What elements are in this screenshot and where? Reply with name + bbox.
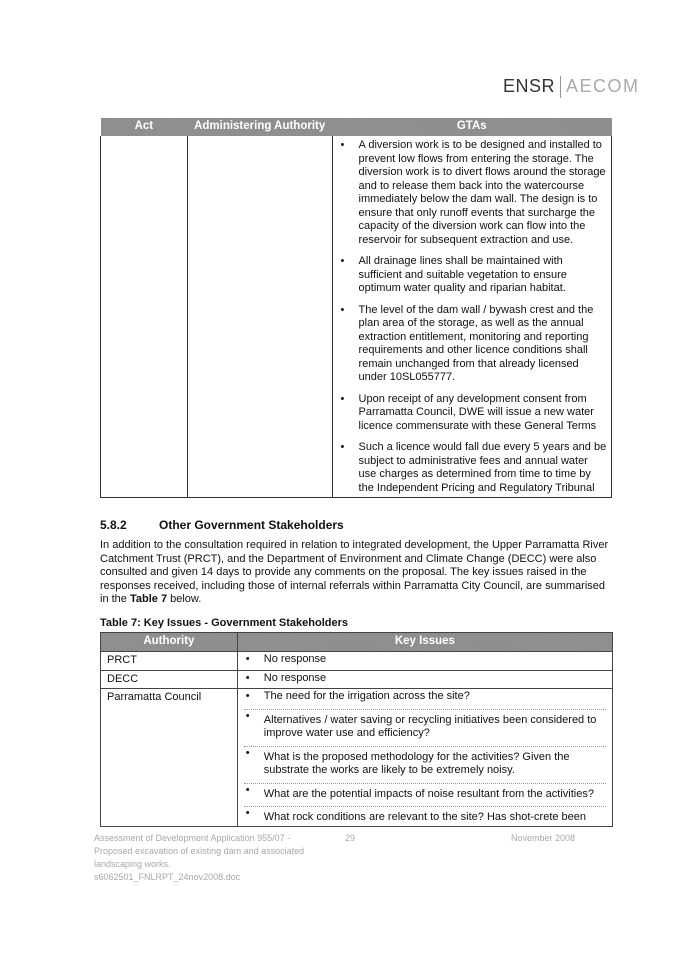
- page-number: 29: [345, 833, 356, 843]
- issue-item: • No response: [244, 653, 606, 667]
- footer-document-info: [94, 832, 309, 884]
- issue-item: • No response: [244, 672, 606, 686]
- authority-cell: Parramatta Council: [101, 689, 238, 827]
- table-caption: Table 7: Key Issues - Government Stakeholders: [100, 617, 348, 629]
- issue-item: • What are the potential impacts of noise resultant from the activities?: [244, 783, 606, 802]
- issues-cell: [237, 670, 612, 689]
- footer-date: November 2008: [511, 833, 576, 843]
- section-number: 5.8.2: [100, 518, 127, 532]
- header-key-issues: Key Issues: [237, 633, 612, 652]
- gta-item: • A diversion work is to be designed and installed to prevent low flows from entering the storage. The diversion work is to divert flows around the storage and to release them back into the watercourse immediately below the dam wall. The design is to ensure that only runoff events that surcharge the capacity of the diversion work can flow into the reservoir for subsequent extraction and use.: [339, 139, 607, 247]
- header-administering-authority: Administering Authority: [187, 118, 332, 136]
- paragraph-end: below.: [167, 593, 202, 606]
- logo-ensr: ENSR: [503, 76, 556, 96]
- header-act: Act: [101, 118, 188, 136]
- gta-item: • The level of the dam wall / bywash crest and the plan area of the storage, as well as the annual extraction entitlement, monitoring and reporting requirements and other licence conditions shall remain unchanged from that already licensed under 10SL055777.: [339, 304, 607, 385]
- authority-cell: PRCT: [101, 652, 238, 671]
- issues-cell: [237, 652, 612, 671]
- footer-line: s6062501_FNLRPT_24nov2008.doc: [94, 872, 241, 882]
- issue-item: • The need for the irrigation across the site?: [244, 690, 606, 704]
- gta-item: • Such a licence would fall due every 5 years and be subject to administrative fees and annual water use charges as determined from time to time by the Independent Pricing and Regulatory Tribunal: [339, 441, 607, 495]
- logo-divider: [560, 76, 561, 98]
- gta-table: [100, 118, 612, 498]
- issue-item: • What is the proposed methodology for the activities? Given the substrate the works are likely to be extremely noisy.: [244, 746, 606, 778]
- authority-cell: DECC: [101, 670, 238, 689]
- issue-item: • What rock conditions are relevant to the site? Has shot-crete been: [244, 806, 606, 825]
- key-issues-table: [100, 632, 613, 827]
- footer-line: Assessment of Development Application 955/07 -: [94, 833, 291, 843]
- header-gtas: GTAs: [332, 118, 611, 136]
- issue-item: • Alternatives / water saving or recycling initiatives been considered to improve water use and efficiency?: [244, 709, 606, 741]
- footer-line: Proposed excavation of existing dam and associated: [94, 846, 305, 856]
- issues-cell: [237, 689, 612, 827]
- logo-aecom: AECOM: [566, 76, 640, 96]
- footer-line: landscaping works.: [94, 859, 171, 869]
- gtas-cell: [332, 136, 611, 498]
- section-title: Other Government Stakeholders: [159, 518, 344, 532]
- paragraph-text: In addition to the consultation required in relation to integrated development, the Upper Parramatta River Catchment Trust (PRCT), and the Department of Environment and Climate Change (DECC) were also consulted and given 14 days to provide any comments on the proposal. The key issues raised in the responses received, including those of internal referrals within Parramatta City Council, are summarised in the: [100, 539, 609, 606]
- section-heading: [100, 518, 344, 532]
- gta-item: • All drainage lines shall be maintained with sufficient and suitable vegetation to ensure optimum water quality and riparian habitat.: [339, 255, 607, 296]
- administering-authority-cell: [187, 136, 332, 498]
- company-logo: [503, 76, 640, 98]
- gta-item: • Upon receipt of any development consent from Parramatta Council, DWE will issue a new water licence commensurate with these General Terms: [339, 393, 607, 434]
- table-row: [101, 652, 613, 671]
- table-row: [101, 670, 613, 689]
- header-authority: Authority: [101, 633, 238, 652]
- act-cell: [101, 136, 188, 498]
- section-paragraph: [100, 539, 615, 607]
- table-reference: Table 7: [129, 593, 168, 606]
- table-row: [101, 689, 613, 827]
